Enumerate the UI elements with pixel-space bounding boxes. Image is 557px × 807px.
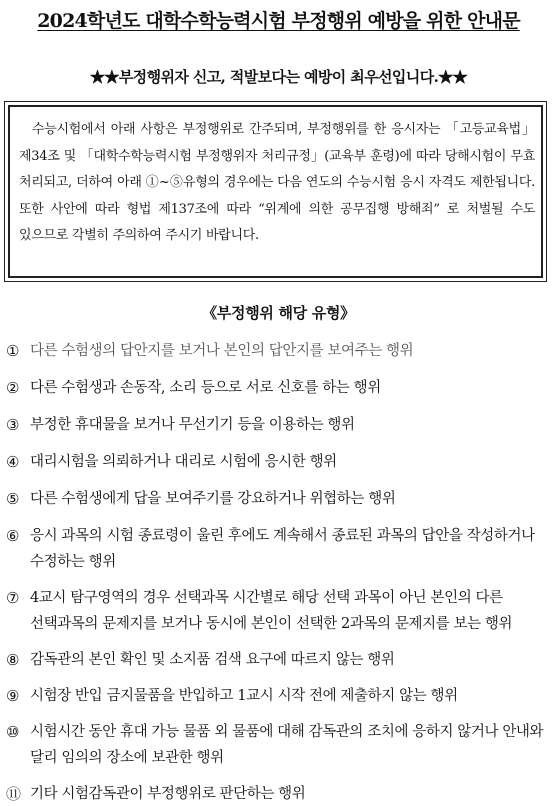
item-number: ② <box>6 379 20 397</box>
list-item <box>6 585 551 637</box>
item-number: ③ <box>6 416 20 434</box>
section-title: 《부정행위 해당 유형》 <box>202 304 355 322</box>
item-number: ⑧ <box>6 651 20 669</box>
list-item <box>6 375 551 401</box>
list-item <box>6 486 551 512</box>
list-item <box>6 647 551 673</box>
item-text: 대리시험을 의뢰하거나 대리로 시험에 응시한 행위 <box>30 454 337 470</box>
item-text: 다른 수험생과 손동작, 소리 등으로 서로 신호를 하는 행위 <box>30 380 381 396</box>
violation-list <box>6 338 551 807</box>
notice-text: 수능시험에서 아래 사항은 부정행위로 간주되며, 부정행위를 한 응시자는 「고등교육법」 제34조 및 「대학수학능력시험 부정행위자 처리규정」(교육부 훈령)에 따라 당해시험이 무효 처리되고, 더하여 아래 ①~⑤유형의 경우에는 다음 연도의 수능시험 응시 자격도 제한됩니다. 또한 사안에 따라 형법 제137조에 따라 “위계에 의한 공무집행 방해죄” 로 처벌될 수도 있으므로 각별히 주의하여 주시기 바랍니다. <box>19 122 535 243</box>
list-item <box>6 449 551 475</box>
item-text: 시험시간 동안 휴대 가능 물품 외 물품에 대해 감독관의 조치에 응하지 않거나 안내와 달리 임의의 장소에 보관한 행위 <box>30 724 544 766</box>
item-number: ⑤ <box>6 490 20 508</box>
item-text: 다른 수험생에게 답을 보여주기를 강요하거나 위협하는 행위 <box>30 491 396 507</box>
item-number: ⑨ <box>6 687 20 705</box>
item-number: ① <box>6 342 20 360</box>
list-item <box>6 683 551 709</box>
item-text: 시험장 반입 금지물품을 반입하고 1교시 시작 전에 제출하지 않는 행위 <box>30 688 458 704</box>
item-number: ⑦ <box>6 589 20 607</box>
list-item <box>6 781 551 807</box>
page-title: 2024학년도 대학수학능력시험 부정행위 예방을 위한 안내문 <box>37 10 520 32</box>
item-text: 부정한 휴대물을 보거나 무선기기 등을 이용하는 행위 <box>30 417 355 433</box>
warning-banner: ★★부정행위자 신고, 적발보다는 예방이 최우선입니다.★★ <box>89 68 468 86</box>
item-number: ④ <box>6 453 20 471</box>
item-text: 감독관의 본인 확인 및 소지품 검색 요구에 따르지 않는 행위 <box>30 652 395 668</box>
item-text: 다른 수험생의 답안지를 보거나 본인의 답안지를 보여주는 행위 <box>30 343 414 359</box>
notice-box <box>4 101 547 282</box>
list-item <box>6 523 551 575</box>
item-number: ⑥ <box>6 527 20 545</box>
list-item <box>6 719 551 771</box>
notice-inner-border <box>8 105 543 278</box>
item-number: ⑩ <box>6 723 20 741</box>
item-text: 4교시 탐구영역의 경우 선택과목 시간별로 해당 선택 과목이 아닌 본인의 다른 선택과목의 문제지를 보거나 동시에 본인이 선택한 2과목의 문제지를 보는 행위 <box>30 590 513 632</box>
item-number: ⑪ <box>6 785 21 803</box>
list-item <box>6 338 551 364</box>
item-text: 기타 시험감독관이 부정행위로 판단하는 행위 <box>30 786 306 802</box>
item-text: 응시 과목의 시험 종료령이 울린 후에도 계속해서 종료된 과목의 답안을 작성하거나 수정하는 행위 <box>30 528 535 570</box>
list-item <box>6 412 551 438</box>
